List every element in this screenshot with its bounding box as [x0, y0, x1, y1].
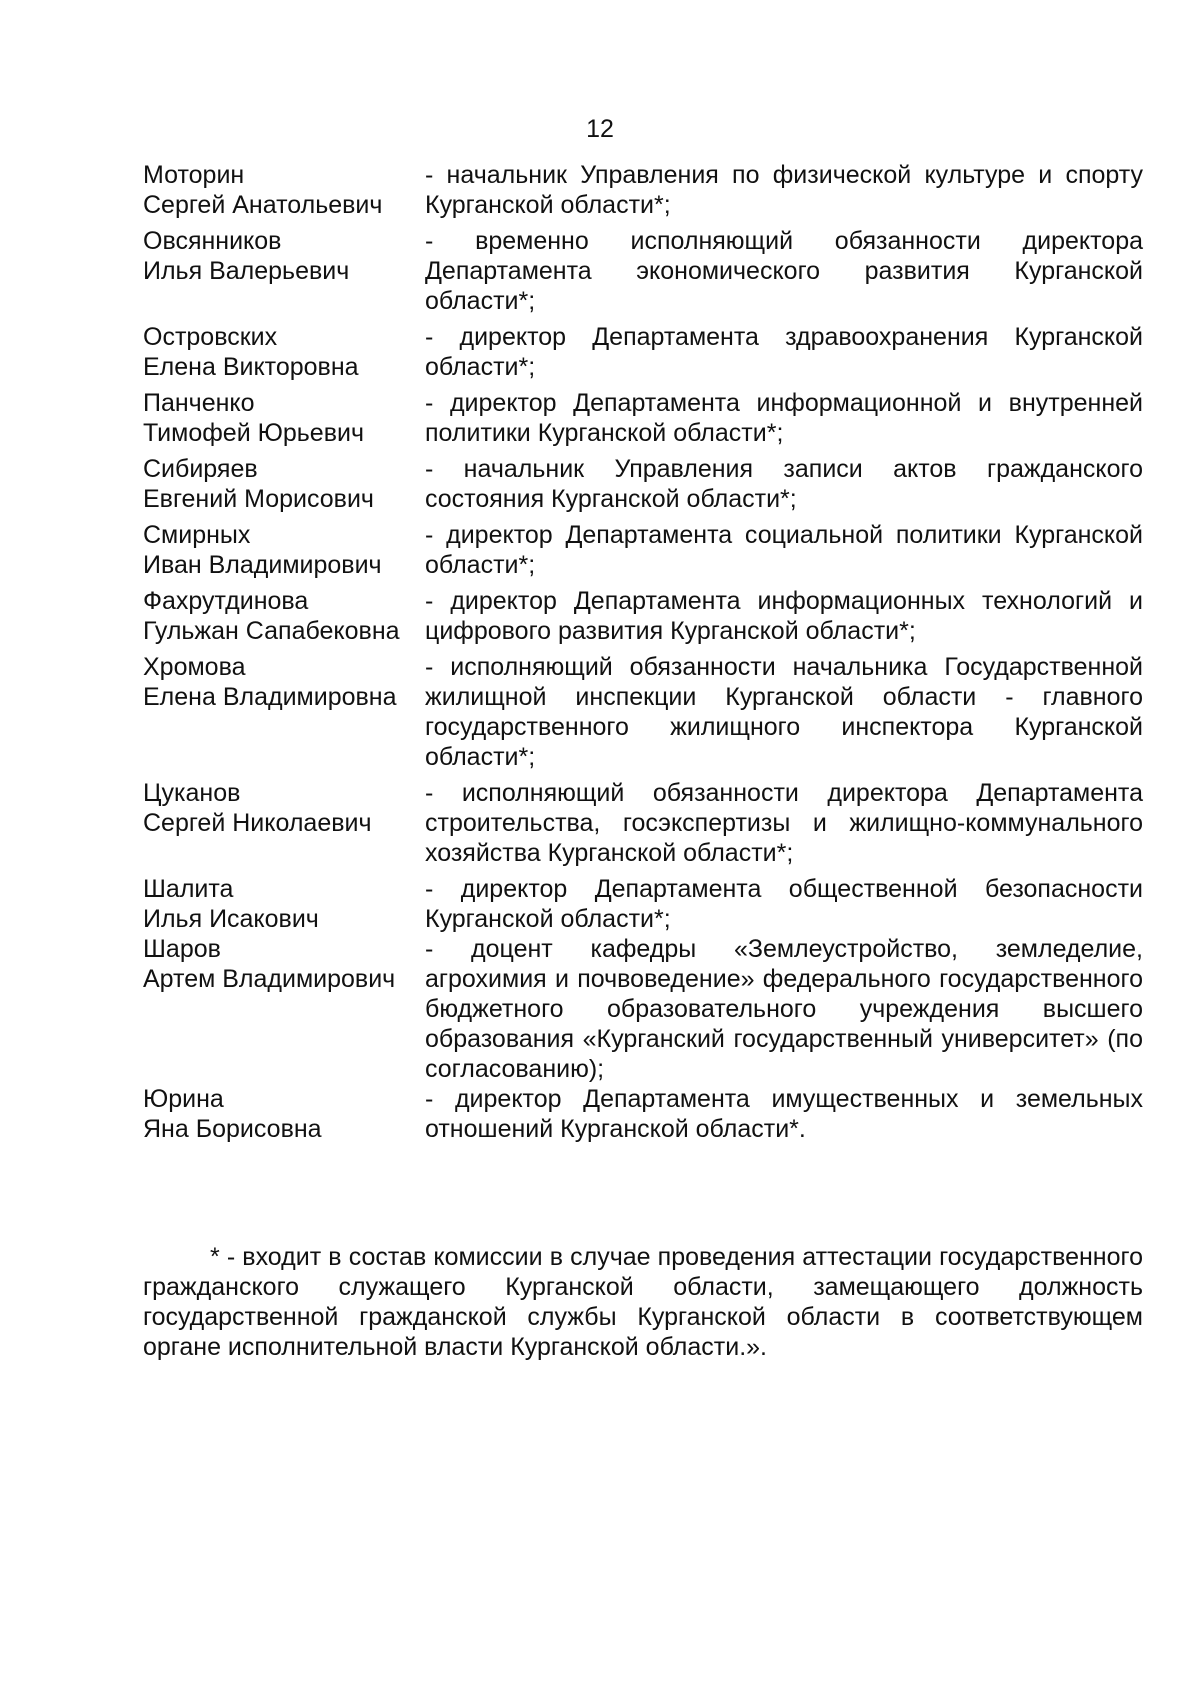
member-surname: Цуканов — [143, 779, 241, 807]
member-given-names: Артем Владимирович — [143, 965, 396, 993]
member-surname: Моторин — [143, 161, 245, 189]
member-given-names: Илья Валерьевич — [143, 257, 350, 285]
member-row — [143, 1084, 1143, 1144]
member-name — [143, 520, 425, 580]
member-surname: Юрина — [143, 1085, 224, 1113]
member-name — [143, 934, 425, 994]
member-name — [143, 226, 425, 286]
member-given-names: Тимофей Юрьевич — [143, 419, 364, 447]
page-number: 12 — [586, 115, 614, 143]
member-given-names: Елена Викторовна — [143, 353, 359, 381]
member-role: - исполняющий обязанности начальника Государственной жилищной инспекции Курганской области - главного государственного жилищного инспектора Курганской области*; — [425, 653, 1143, 771]
member-surname: Панченко — [143, 389, 255, 417]
member-given-names: Елена Владимировна — [143, 683, 397, 711]
member-name — [143, 1084, 425, 1144]
member-name — [143, 586, 425, 646]
member-role: - директор Департамента имущественных и земельных отношений Курганской области*. — [425, 1085, 1143, 1143]
footnote: * - входит в состав комиссии в случае проведения аттестации государственного гражданского служащего Курганской области, замещающего должность государственной гражданской службы Курганской области в соответствующем органе исполнительной власти Курганской области.». — [143, 1243, 1143, 1361]
member-role: - директор Департамента здравоохранения Курганской области*; — [425, 323, 1143, 381]
member-role: - временно исполняющий обязанности директора Департамента экономического развития Курганской области*; — [425, 227, 1143, 315]
member-surname: Островских — [143, 323, 278, 351]
member-name — [143, 160, 425, 220]
member-surname: Сибиряев — [143, 455, 258, 483]
member-surname: Шалита — [143, 875, 234, 903]
member-row — [143, 388, 1143, 448]
member-row — [143, 226, 1143, 316]
member-surname: Смирных — [143, 521, 251, 549]
member-name — [143, 454, 425, 514]
member-row — [143, 586, 1143, 646]
member-row — [143, 778, 1143, 868]
member-given-names: Гульжан Сапабековна — [143, 617, 400, 645]
member-row — [143, 934, 1143, 1084]
member-role: - начальник Управления по физической культуре и спорту Курганской области*; — [425, 161, 1143, 219]
member-given-names: Яна Борисовна — [143, 1115, 322, 1143]
members-list — [143, 160, 1143, 1150]
member-role: - доцент кафедры «Землеустройство, земледелие, агрохимия и почвоведение» федерального государственного бюджетного образовательного учреждения высшего образования «Курганский государственный университет» (по согласованию); — [425, 935, 1143, 1083]
member-given-names: Иван Владимирович — [143, 551, 382, 579]
member-given-names: Евгений Морисович — [143, 485, 374, 513]
member-row — [143, 454, 1143, 514]
member-role: - директор Департамента социальной политики Курганской области*; — [425, 521, 1143, 579]
member-name — [143, 778, 425, 838]
member-surname: Хромова — [143, 653, 246, 681]
member-given-names: Сергей Николаевич — [143, 809, 372, 837]
member-surname: Фахрутдинова — [143, 587, 309, 615]
member-row — [143, 874, 1143, 934]
member-surname: Шаров — [143, 935, 221, 963]
member-name — [143, 388, 425, 448]
member-role: - директор Департамента общественной безопасности Курганской области*; — [425, 875, 1143, 933]
member-name — [143, 874, 425, 934]
member-name — [143, 652, 425, 712]
member-row — [143, 160, 1143, 220]
member-given-names: Илья Исакович — [143, 905, 319, 933]
member-role: - директор Департамента информационных технологий и цифрового развития Курганской области*; — [425, 587, 1143, 645]
member-row — [143, 652, 1143, 772]
member-role: - начальник Управления записи актов гражданского состояния Курганской области*; — [425, 455, 1143, 513]
member-surname: Овсянников — [143, 227, 282, 255]
member-role: - директор Департамента информационной и внутренней политики Курганской области*; — [425, 389, 1143, 447]
member-role: - исполняющий обязанности директора Департамента строительства, госэкспертизы и жилищно-коммунального хозяйства Курганской области*; — [425, 779, 1143, 867]
member-row — [143, 520, 1143, 580]
member-given-names: Сергей Анатольевич — [143, 191, 383, 219]
member-row — [143, 322, 1143, 382]
member-name — [143, 322, 425, 382]
